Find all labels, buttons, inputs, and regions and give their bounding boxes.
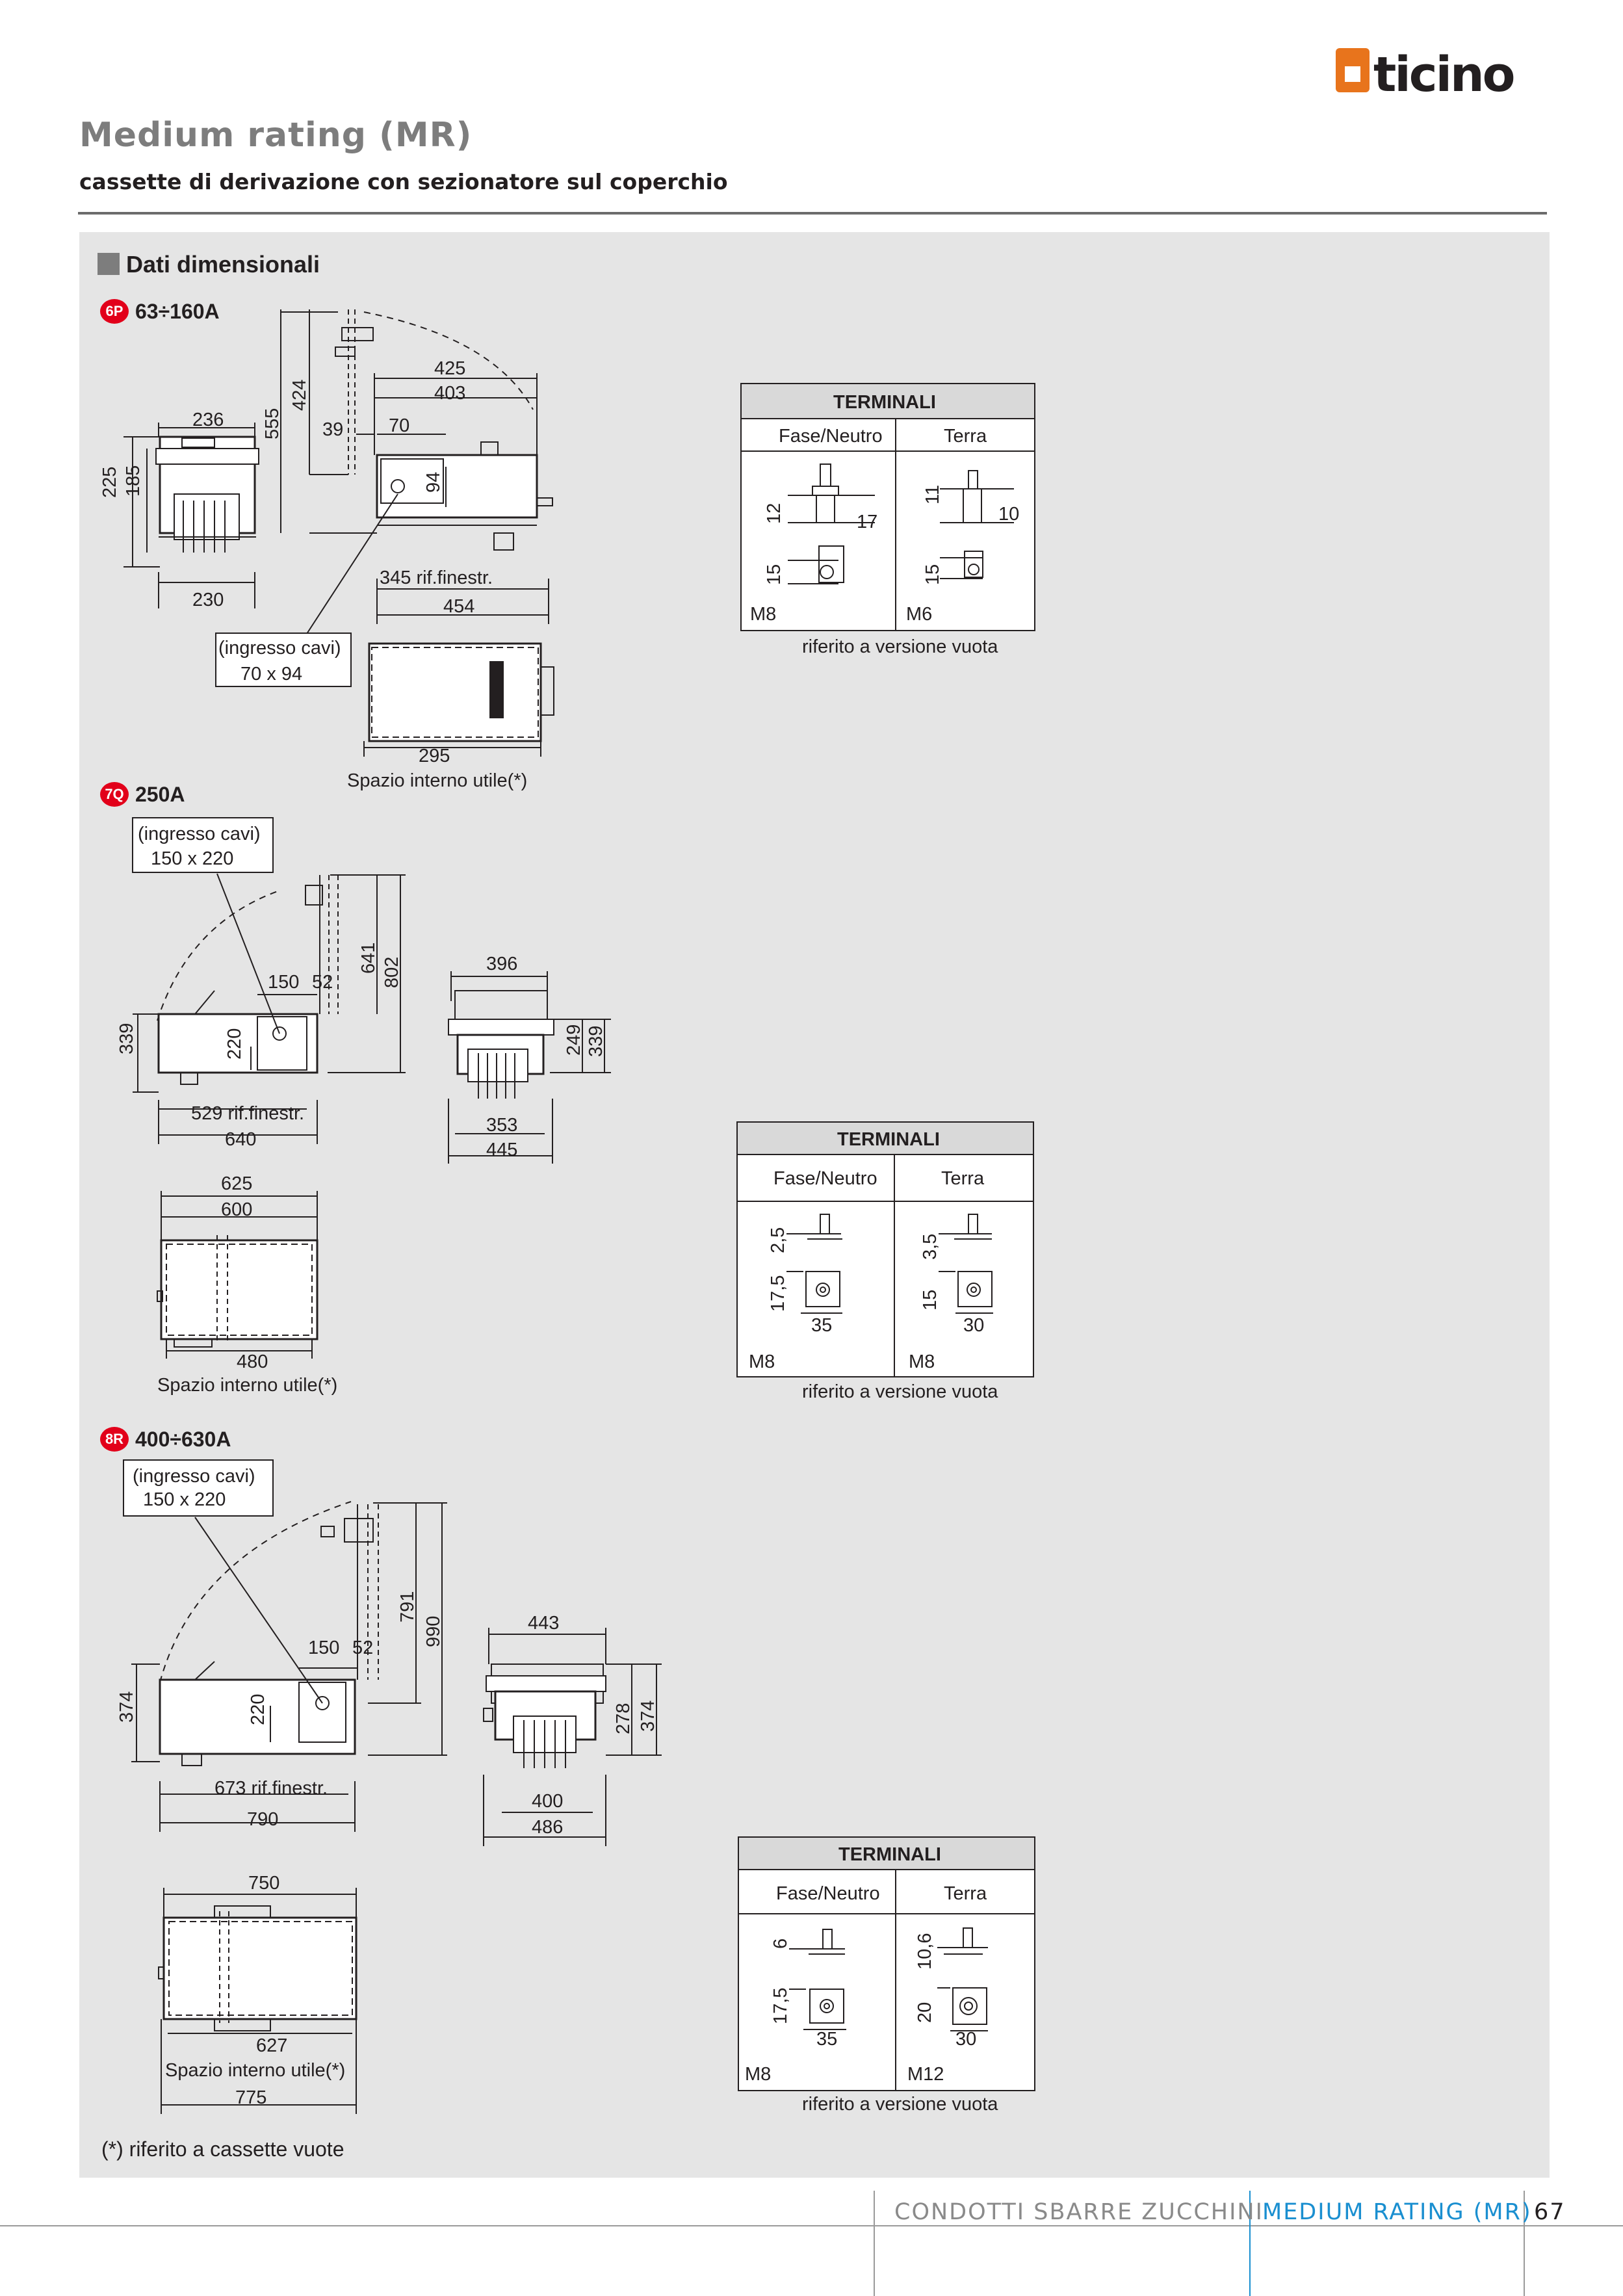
dim-label: 403 <box>434 383 466 404</box>
footer-separator <box>874 2191 875 2296</box>
dim-label: 3,5 <box>920 1233 941 1260</box>
terminals-col-fase: Fase/Neutro <box>773 1168 877 1189</box>
dim-label: 15 <box>922 564 943 585</box>
dim-label: 220 <box>224 1028 245 1060</box>
dim-label: 640 <box>225 1129 257 1150</box>
dim-label: 10 <box>998 504 1020 525</box>
dim-label: 17 <box>857 512 878 532</box>
rating-label: 400÷630A <box>135 1427 231 1451</box>
thread-size: M8 <box>745 2064 772 2085</box>
drawing-7q-front <box>448 991 554 1099</box>
dim-label: 641 <box>358 942 379 974</box>
dim-label: 20 <box>915 2002 935 2023</box>
dim-label: 10,6 <box>915 1933 935 1970</box>
thread-size: M8 <box>750 604 777 625</box>
footer-line <box>0 2225 1623 2226</box>
terminals-note: riferito a versione vuota <box>802 2094 998 2115</box>
dim-label: 17,5 <box>768 1275 788 1312</box>
drawing-8r-top <box>159 1906 356 2031</box>
code-badge-icon: 7Q <box>100 782 129 807</box>
code-badge-icon: 6P <box>100 299 129 324</box>
dim-label: 12 <box>764 502 785 524</box>
dim-label: 150 <box>308 1637 340 1658</box>
rating-label: 63÷160A <box>135 299 220 323</box>
dim-label: 6 <box>770 1938 791 1949</box>
terminals-title: TERMINALI <box>838 1844 941 1865</box>
dim-label: 220 <box>248 1693 268 1725</box>
space-label: Spazio interno utile(*) <box>157 1375 338 1396</box>
dim-label: 802 <box>382 956 402 988</box>
dim-label: 94 <box>423 471 444 493</box>
rating-label: 250A <box>135 782 185 806</box>
dim-label: 374 <box>116 1691 137 1723</box>
section-title: Dati dimensionali <box>126 251 320 278</box>
terminals-title: TERMINALI <box>833 392 936 413</box>
dim-label: 990 <box>423 1615 444 1647</box>
terminals-title: TERMINALI <box>837 1129 940 1150</box>
callout-line2: 70 x 94 <box>240 664 303 685</box>
dim-label: 480 <box>237 1351 268 1372</box>
terminals-table-6p <box>741 384 1035 631</box>
dim-label: 791 <box>397 1591 418 1623</box>
terminals-col-fase: Fase/Neutro <box>776 1883 880 1904</box>
dim-label: 52 <box>312 972 333 993</box>
dim-label: 353 <box>486 1115 518 1136</box>
dim-label: 52 <box>352 1637 374 1658</box>
page-number: 67 <box>1534 2199 1566 2225</box>
dim-label: 30 <box>955 2029 977 2050</box>
thread-size: M8 <box>909 1351 935 1372</box>
dim-label: 775 <box>235 2087 267 2108</box>
terminals-col-fase: Fase/Neutro <box>779 426 883 447</box>
footer-catalog: CONDOTTI SBARRE ZUCCHINI <box>894 2199 1264 2225</box>
dim-label: 17,5 <box>770 1987 791 2024</box>
drawing-6p-side <box>281 309 552 550</box>
terminals-note: riferito a versione vuota <box>802 1381 998 1402</box>
dim-label: 750 <box>248 1873 280 1894</box>
dim-label: 396 <box>486 954 518 974</box>
dim-label: 15 <box>920 1289 941 1311</box>
dim-label: 15 <box>764 564 785 585</box>
dim-label: 249 <box>564 1024 584 1056</box>
dim-label: 627 <box>256 2035 288 2056</box>
dim-label: 425 <box>434 358 466 379</box>
dim-label: 424 <box>289 379 310 411</box>
dim-label: 790 <box>247 1809 279 1830</box>
footer-section: MEDIUM RATING (MR) <box>1262 2199 1532 2225</box>
dim-label: 185 <box>123 465 144 497</box>
dim-label: 230 <box>192 590 224 610</box>
dim-label: 673 rif.finestr. <box>214 1778 328 1799</box>
dim-label: 30 <box>963 1315 985 1336</box>
drawing-6p-top <box>369 644 554 741</box>
dim-label: 295 <box>419 746 450 766</box>
dim-label: 278 <box>613 1702 634 1734</box>
dim-label: 374 <box>638 1700 658 1732</box>
dim-label: 2,5 <box>768 1227 788 1253</box>
drawing-6p-front <box>156 437 259 553</box>
code-badge-icon: 8R <box>100 1427 129 1452</box>
dim-label: 555 <box>262 408 283 439</box>
dim-label: 625 <box>221 1173 253 1194</box>
dim-label: 150 <box>268 972 300 993</box>
dim-label: 600 <box>221 1199 253 1220</box>
dim-label: 529 rif.finestr. <box>191 1103 305 1124</box>
callout-line1: (ingresso cavi) <box>138 824 261 844</box>
dim-label: 339 <box>586 1025 606 1057</box>
dim-label: 400 <box>532 1791 564 1812</box>
callout-line2: 150 x 220 <box>143 1489 226 1510</box>
dim-label: 70 <box>389 415 410 436</box>
dim-label: 11 <box>922 484 943 504</box>
drawing-8r-front <box>484 1664 606 1768</box>
dim-label: 39 <box>322 419 344 440</box>
drawing-7q-top <box>157 1235 317 1347</box>
page-title: Medium rating (MR) <box>79 116 473 155</box>
dim-label: 454 <box>443 596 475 617</box>
page-subtitle: cassette di derivazione con sezionatore sul coperchio <box>79 169 728 194</box>
dim-label: 35 <box>816 2029 838 2050</box>
space-label: Spazio interno utile(*) <box>347 770 528 791</box>
dim-label: 339 <box>116 1023 137 1054</box>
callout-line1: (ingresso cavi) <box>218 638 341 659</box>
space-label: Spazio interno utile(*) <box>165 2060 346 2081</box>
dim-label: 225 <box>99 466 120 498</box>
dim-label: 236 <box>192 410 224 430</box>
dim-label: 345 rif.finestr. <box>380 567 493 588</box>
thread-size: M12 <box>907 2064 944 2085</box>
terminals-col-terra: Terra <box>941 1168 985 1189</box>
callout-line1: (ingresso cavi) <box>133 1466 255 1487</box>
footnote: (*) riferito a cassette vuote <box>101 2137 344 2161</box>
dim-label: 486 <box>532 1817 564 1838</box>
thread-size: M8 <box>749 1351 775 1372</box>
terminals-col-terra: Terra <box>944 1883 987 1904</box>
dim-label: 35 <box>811 1315 833 1336</box>
drawing-8r-side <box>160 1502 378 1766</box>
thread-size: M6 <box>906 604 933 625</box>
terminals-col-terra: Terra <box>944 426 987 447</box>
dim-label: 443 <box>528 1613 560 1634</box>
callout-line2: 150 x 220 <box>151 848 234 869</box>
svg-text:ticino: ticino <box>1373 47 1514 96</box>
terminals-table-8r <box>738 1837 1035 2091</box>
drawing-7q-side <box>157 875 338 1084</box>
terminals-note: riferito a versione vuota <box>802 636 998 657</box>
dim-label: 445 <box>486 1140 518 1160</box>
